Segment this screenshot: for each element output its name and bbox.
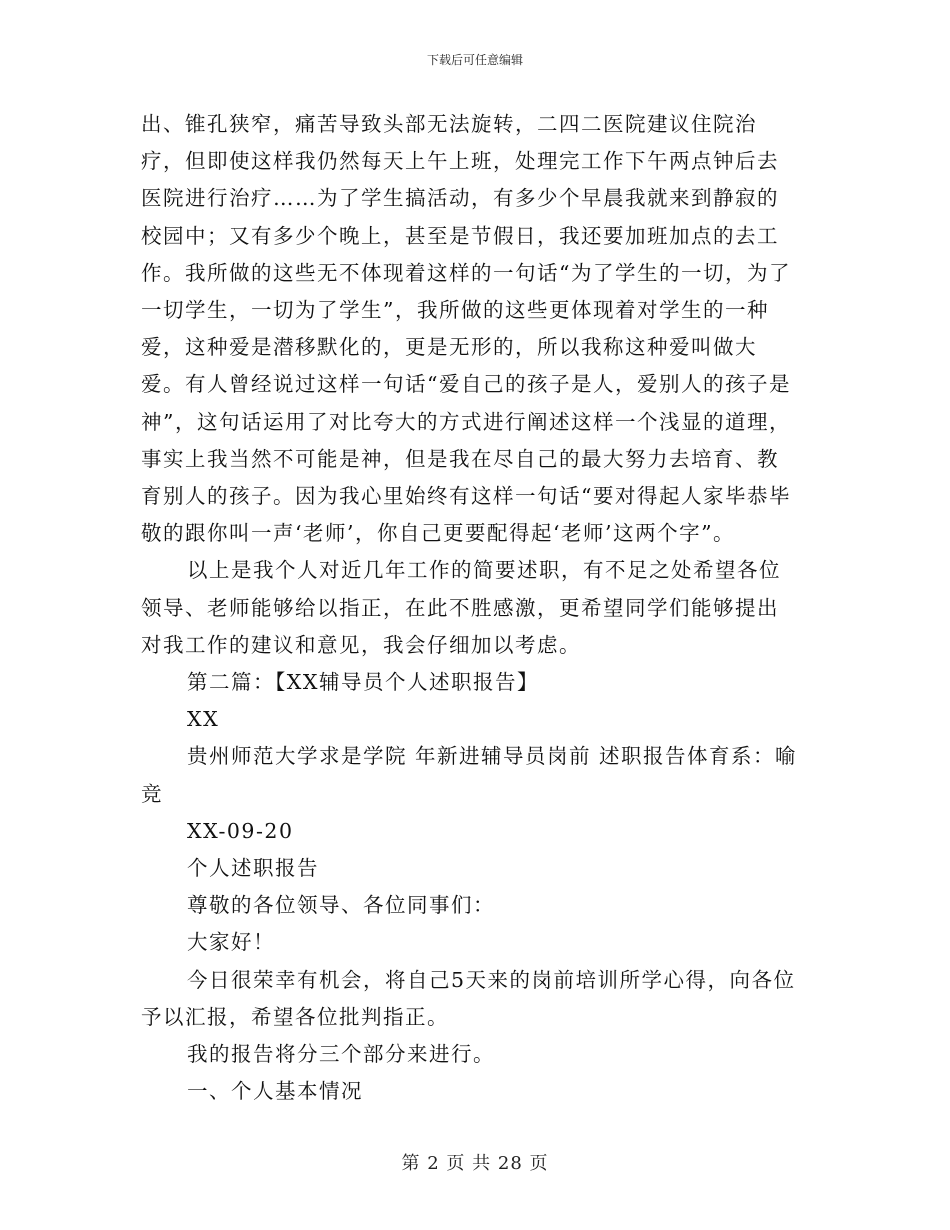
document-body [141,106,799,1110]
paragraph-intro: 今日很荣幸有机会，将自己5天来的岗前培训所学心得，向各位予以汇报，希望各位批判指正。 [141,967,796,1029]
footer-middle: 页 共 [446,1153,492,1174]
paragraph-summary: 以上是我个人对近几年工作的简要述职，有不足之处希望各位领导、老师能够给以指正，在此不胜感激，更希望同学们能够提出对我工作的建议和意见，我会仔细加以考虑。 [141,558,781,657]
page-header [0,52,950,68]
footer-prefix: 第 [401,1153,421,1174]
greeting: 大家好！ [187,930,275,955]
report-title: 个人述职报告 [187,856,319,881]
header-note: 下载后可任意编辑 [426,53,523,67]
line-xx: XX [187,707,220,732]
footer-suffix: 页 [529,1153,549,1174]
footer-page-number: 2 [427,1153,440,1174]
line-date: XX-09-20 [187,818,294,843]
salutation: 尊敬的各位领导、各位同事们： [187,893,495,918]
footer-total-pages: 28 [497,1153,523,1174]
page-footer [0,1152,950,1176]
heading-part-one: 一、个人基本情况 [187,1079,363,1104]
line-outline: 我的报告将分三个部分来进行。 [187,1042,495,1067]
paragraph-continued: 出、锥孔狭窄，痛苦导致头部无法旋转，二四二医院建议住院治疗，但即使这样我仍然每天上午上班，处理完工作下午两点钟后去医院进行治疗……为了学生搞活动，有多少个早晨我就来到静寂的校园中；又有多少个晚上，甚至是节假日，我还要加班加点的去工作。我所做的这些无不体现着这样的一句话“为了学生的一切，为了一切学生，一切为了学生”，我所做的这些更体现着对学生的一种爱，这种爱是潜移默化的，更是无形的，所以我称这种爱叫做大爱。有人曾经说过这样一句话“爱自己的孩子是人，爱别人的孩子是神”，这句话运用了对比夸大的方式进行阐述这样一个浅显的道理，事实上我当然不可能是神，但是我在尽自己的最大努力去培育、教育别人的孩子。因为我心里始终有这样一句话“要对得起人家毕恭毕敬的跟你叫一声‘老师’，你自己更要配得起‘老师’这两个字”。 [141,112,791,546]
line-school: 贵州师范大学求是学院 年新进辅导员岗前 述职报告体育系：喻竞 [141,744,798,806]
section-title: 第二篇：【XX辅导员个人述职报告】 [187,670,539,695]
